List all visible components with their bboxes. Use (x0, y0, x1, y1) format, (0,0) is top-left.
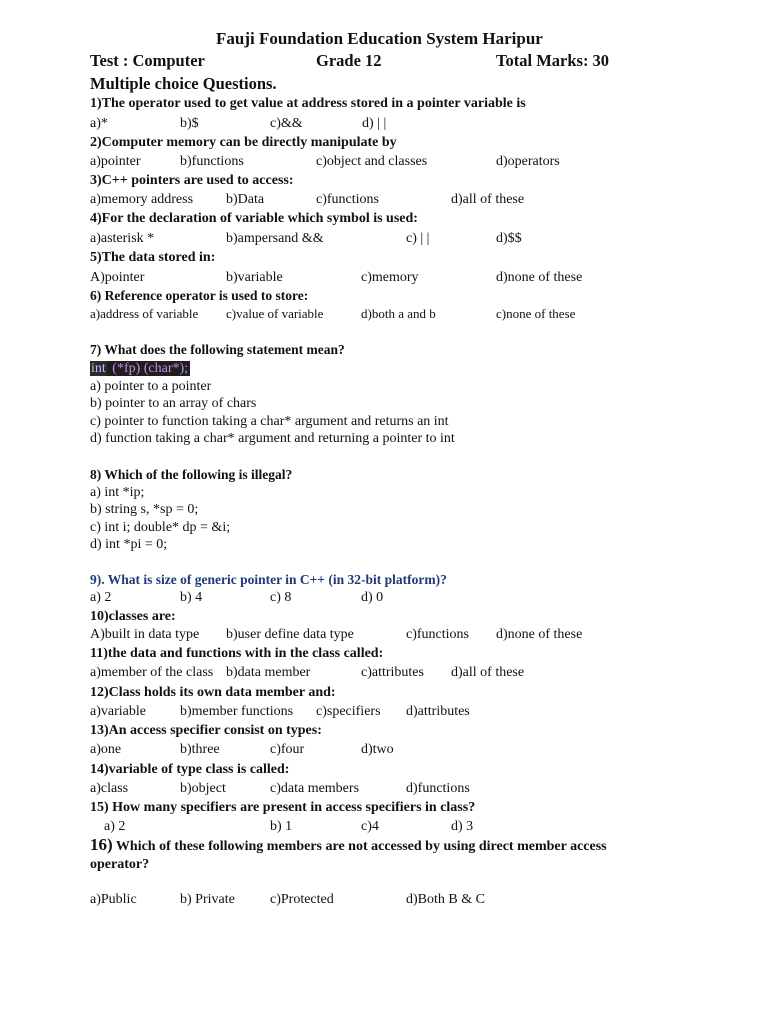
code-rest: (*fp) (char*); (108, 361, 189, 376)
option: b)Data (226, 192, 265, 207)
option: d)attributes (406, 704, 470, 719)
question-8: 8) Which of the following is illegal? (90, 467, 293, 482)
question-12: 12)Class holds its own data member and: (90, 685, 336, 700)
option: d)Both B & C (406, 892, 485, 907)
option: d)all of these (451, 192, 525, 207)
option: a) int *ip; (90, 485, 145, 500)
option: d) int *pi = 0; (90, 537, 168, 552)
option: d)two (361, 742, 394, 757)
option: b)ampersand && (226, 231, 324, 246)
option: c) | | (406, 231, 430, 246)
question-13: 13)An access specifier consist on types: (90, 723, 322, 738)
option: d)functions (406, 781, 470, 796)
question-16 (90, 836, 607, 856)
option: a)class (90, 781, 129, 796)
option: a)asterisk * (90, 231, 155, 246)
test-subject: Test : Computer (90, 51, 205, 70)
question-16-continued: operator? (90, 857, 150, 872)
option: a)one (90, 742, 122, 757)
option: a)Public (90, 892, 137, 907)
option: a)variable (90, 704, 146, 719)
option: c) 8 (270, 590, 292, 605)
option: c)functions (406, 627, 469, 642)
option: c)none of these (496, 306, 576, 321)
option: c)specifiers (316, 704, 381, 719)
option: c)&& (270, 116, 303, 131)
option: c) pointer to function taking a char* argument and returns an int (90, 414, 449, 429)
option: b)variable (226, 270, 283, 285)
question-9: 9). What is size of generic pointer in C++ (in 32-bit platform)? (90, 572, 447, 587)
option: c)four (270, 742, 305, 757)
option: b)object (180, 781, 226, 796)
option: c)functions (316, 192, 379, 207)
option: a) pointer to a pointer (90, 379, 212, 394)
option: a)* (90, 116, 108, 131)
option: c)attributes (361, 665, 424, 680)
option: b)$ (180, 116, 199, 131)
option: d) 0 (361, 590, 384, 605)
code-keyword: int (91, 361, 106, 376)
option: d) | | (362, 116, 387, 131)
question-16-number: 16) (90, 835, 113, 854)
option: b)three (180, 742, 220, 757)
option: b) pointer to an array of chars (90, 396, 257, 411)
option: b)member functions (180, 704, 294, 719)
option: d) function taking a char* argument and returning a pointer to int (90, 431, 455, 446)
option: a) 2 (104, 819, 126, 834)
option: b)user define data type (226, 627, 354, 642)
question-11: 11)the data and functions with in the class called: (90, 646, 384, 661)
option: a)pointer (90, 154, 141, 169)
option: c) int i; double* dp = &i; (90, 520, 231, 535)
question-7: 7) What does the following statement mean? (90, 342, 345, 357)
option: b)data member (226, 665, 311, 680)
option: c)4 (361, 819, 379, 834)
option: a)member of the class (90, 665, 214, 680)
option: d)$$ (496, 231, 522, 246)
question-1: 1)The operator used to get value at address stored in a pointer variable is (90, 96, 526, 111)
question-6: 6) Reference operator is used to store: (90, 288, 309, 303)
option: a)address of variable (90, 306, 199, 321)
option: c)data members (270, 781, 360, 796)
option: d) 3 (451, 819, 474, 834)
option: d)none of these (496, 270, 583, 285)
option: A)built in data type (90, 627, 200, 642)
question-16-text: Which of these following members are not accessed by using direct member access (112, 839, 607, 854)
question-4: 4)For the declaration of variable which symbol is used: (90, 211, 418, 226)
question-15: 15) How many specifiers are present in access specifiers in class? (90, 800, 476, 815)
option: d)none of these (496, 627, 583, 642)
option: c)memory (361, 270, 419, 285)
option: c)value of variable (226, 306, 324, 321)
grade-label: Grade 12 (316, 51, 382, 70)
code-statement (90, 360, 190, 378)
question-5: 5)The data stored in: (90, 250, 216, 265)
option: a)memory address (90, 192, 194, 207)
section-heading: Multiple choice Questions. (90, 74, 277, 93)
total-marks: Total Marks: 30 (496, 51, 610, 70)
option: d)operators (496, 154, 560, 169)
option: c)object and classes (316, 154, 428, 169)
question-2: 2)Computer memory can be directly manipulate by (90, 135, 397, 150)
option: d)all of these (451, 665, 525, 680)
option: c)Protected (270, 892, 334, 907)
school-title: Fauji Foundation Education System Haripur (216, 29, 543, 48)
option: b) Private (180, 892, 235, 907)
question-3: 3)C++ pointers are used to access: (90, 173, 294, 188)
option: b) 1 (270, 819, 293, 834)
option: A)pointer (90, 270, 145, 285)
question-14: 14)variable of type class is called: (90, 762, 290, 777)
question-10: 10)classes are: (90, 609, 176, 624)
option: a) 2 (90, 590, 112, 605)
option: b)functions (180, 154, 244, 169)
option: b) 4 (180, 590, 203, 605)
option: d)both a and b (361, 306, 436, 321)
option: b) string s, *sp = 0; (90, 502, 199, 517)
